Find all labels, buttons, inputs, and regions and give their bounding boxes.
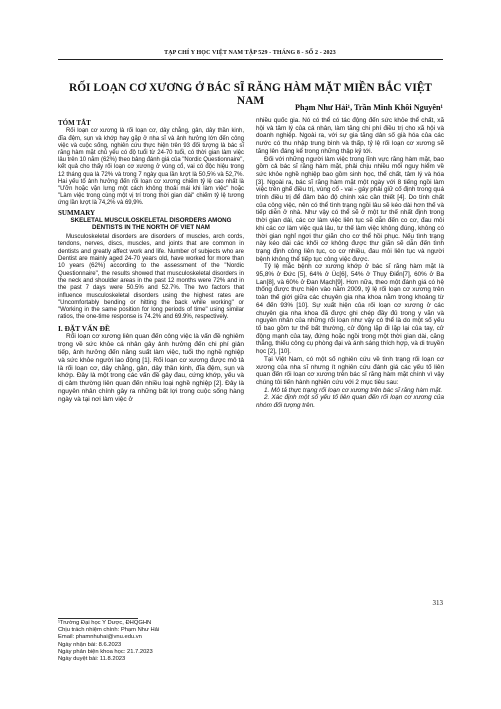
running-head: TẠP CHÍ Y HỌC VIỆT NAM TẬP 529 - THÁNG 8 - SỐ 2 - 2023 xyxy=(164,50,336,56)
article-title: RỐI LOẠN CƠ XƯƠNG Ở BÁC SĨ RĂNG HÀM MẶT MIỀN BẮC VIỆT NAM xyxy=(68,82,433,107)
body-paragraph: nhiều quốc gia. Nó có thể có tác động đến sức khỏe thể chất, xã hội và tâm lý của cá nhân, làm tăng chi phí điều trị cho xã hội và doanh nghiệp. Ngoài ra, với sự gia tăng dân số già hóa của các nước có thu nhập trung bình và thấp, tỷ lệ rối loạn cơ xương sẽ tăng lên đáng kể trong những thập kỷ tới. xyxy=(256,117,444,155)
intro-paragraph: Rối loạn cơ xương liên quan đến công việc là vấn đề nghiêm trọng về sức khỏe cá nhân gây ảnh hưởng đến chi phí giản tiếp, ảnh hưởng đến năng suất làm việc, tuổi thọ nghề nghiệp và sức khỏe người lao động [1]. Rối loạn cơ xương được mô tả là rối loạn cơ, dây chằng, gân, dây thần kinh, đĩa đệm, sụn và khớp. Đây là một trong các vấn đề gây đau, cứng khớp, yếu và dị cảm thường liên quan đến nhiều loại nghề nghiệp [2]. Đây là nguyên nhân chính gây ra những bất lợi trong cuộc sống hàng ngày và tại nơi làm việc ở xyxy=(58,333,244,403)
left-column xyxy=(58,118,244,404)
intro-section xyxy=(58,333,244,404)
body-paragraph: Tỷ lệ mắc bệnh cơ xương khớp ở bác sĩ răng hàm mặt là 95,8% ở Đức [5], 64% ở Úc[6], 54% ở Thụy Điển[7], 60% ở Ba Lan[8], và 60% ở Đan Mạch[9]. Hơn nữa, theo một đánh giá có hệ thống được thực hiện vào năm 2009, tỷ lệ rối loạn cơ xương trên toàn thế giới giữa các chuyên gia nha khoa nằm trong khoảng từ 64 đến 93% [10]. Sự xuất hiện của rối loạn cơ xương ở các chuyên gia nha khoa đã được ghi chép đầy đủ trong y văn và nguyên nhân của những rối loạn như vậy có thể là do một số yếu tố bao gồm tư thế bất thường, cử động lặp đi lặp lại của tay, cử động mạnh của tay, đứng hoặc ngồi trong một thời gian dài, căng thẳng, thiếu công cụ phòng đại và ánh sáng thích hợp, và di truyền học [2], [10]. xyxy=(256,263,444,356)
footnote-received: Ngày nhận bài: 8.6.2023 xyxy=(58,641,122,648)
header-rule xyxy=(58,59,443,60)
page-number: 313 xyxy=(432,599,443,607)
english-title: SKELETAL MUSCULOSKELETAL DISORDERS AMONG DENTISTS IN THE NORTH OF VIET NAM xyxy=(70,217,232,232)
abstract-vi xyxy=(58,128,244,207)
footnote-accepted: Ngày duyệt bài: 11.8.2023 xyxy=(58,656,126,663)
footnote-rule xyxy=(58,618,138,619)
footnote-email: Email: phamnhuhai@vnu.edu.vn xyxy=(58,634,142,641)
abstract-vi-heading: TÓM TẮT xyxy=(58,119,91,127)
body-paragraph: Đối với những người làm việc trong lĩnh vực răng hàm mặt, bao gồm cả bác sĩ răng hàm mặt, phải chịu nhiều mối nguy hiểm về sức khỏe nghề nghiệp bao gồm sinh học, thể chất, tâm lý và hóa [3]. Ngoài ra, bác sĩ răng hàm mặt một ngày với 8 tiếng ngồi làm việc trên ghế điều trị, vùng cổ - vai - gáy phải giữ cố định trong quá trình điều trị để đảm bảo độ chính xác cần thiết [4]. Do tính chất của công việc, nên có thể tình trạng ngồi lâu sẽ kéo dài hơn thế và tiếp diễn ở nhà. Như vậy có thể sẽ ở một tư thế nhất định trong thời gian dài, các cơ làm việc liên tục sẽ dẫn đến co cơ, đau mỏi khi các cơ làm việc quá lâu, tư thế làm việc không đúng, không có thời gian nghỉ ngơi thư giãn cho cơ thể hồi phục. Nếu tình trạng này kéo dài các khối cơ không được thư giãn sẽ dẫn đến tình trạng định công liên tục, co cơ nhiều, đau mỏi liên tục và người bệnh không thể tiếp tục công việc được. xyxy=(256,155,444,263)
objective-item: 1. Mô tả thực trạng rối loạn cơ xương trên bác sĩ răng hàm mặt. xyxy=(264,386,443,394)
footnote-reviewed: Ngày phản biện khoa học: 21.7.2023 xyxy=(58,648,153,655)
summary-heading: SUMMARY xyxy=(58,208,96,217)
abstract-en-paragraph: Musculoskeletal disorders are disorders of muscles, arch cords, tendons, nerves, discs, muscles, and joints that are common in dentists and greatly affect work and life. Number of subjects who are Dentist are mainly aged 24-70 years old, have worked for more than 10 years (62%) according to the assessment of the "Nordic Questionnaire", the results showed that musculoskeletal disorders in the neck and shoulder areas in the past 12 months were 72% and in the past 7 days were 50.5% and 52.7%. The two factors that influence musculoskeletal disorders using the highest rates are "Uncomfortably bending or hitting the back while working" or "Working in the same position for long periods of time" using similar ratios, the one-time response is 74.2% and 69.9%, respectively. xyxy=(58,234,244,321)
objective-item: 2. Xác định một số yếu tố liên quan đến rối loạn cơ xương của nhóm đối tượng trên. xyxy=(256,394,444,410)
footnote-affiliation: ¹Trường Đại học Y Dược, ĐHQGHN xyxy=(58,620,152,626)
right-column xyxy=(256,117,444,410)
abstract-en xyxy=(58,234,244,322)
intro-heading: I. ĐẶT VẤN ĐỀ xyxy=(58,323,110,333)
footnotes xyxy=(58,620,244,663)
abstract-vi-paragraph: Rối loạn cơ xương là rối loạn cơ, dây chằng, gân, dây thần kinh, đĩa đệm, sụn và khớp hay gặp ở nha sĩ và ảnh hưởng lớn đến công việc và cuộc sống, nghiên cứu thực hiện trên 93 đối tượng là bác sĩ răng hàm mặt chủ yếu có độ tuổi từ 24-70 tuổi, có thời gian làm việc lâu trên 10 năm (62%) theo bảng đánh giá của "Nordic Questionnaire", kết quả cho thấy rối loạn cơ xương ở vùng cổ, vai có độc hiệu trong 12 tháng qua là 72% và trong 7 ngày qua lần lượt là 50,5% và 52,7%. Hai yếu tố ảnh hưởng đến rối loạn cơ xương chiếm tỷ lệ cao nhất là "Ưỡn hoặc vặn lưng một cách không thoải mái khi làm việc" hoặc "Làm việc trong cùng một vị trí trong thời gian dài" chiếm tỷ lệ tương ứng lần lượt là 74,2% và 69,9%. xyxy=(58,128,244,207)
body-paragraph: Tại Việt Nam, có một số nghiên cứu về tình trạng rối loạn cơ xương của nha sĩ nhưng ít nghiên cứu đánh giá các yếu tố liên quan đến rối loạn cơ xương trên bác sĩ răng hàm mặt chính vì vậy chúng tôi tiến hành nghiên cứu với 2 mục tiêu sau: xyxy=(256,355,444,386)
author-line: Phạm Như Hải¹, Trần Minh Khôi Nguyên¹ xyxy=(294,103,443,112)
footnote-corresponding: Chịu trách nhiệm chính: Phạm Như Hải xyxy=(58,627,160,634)
